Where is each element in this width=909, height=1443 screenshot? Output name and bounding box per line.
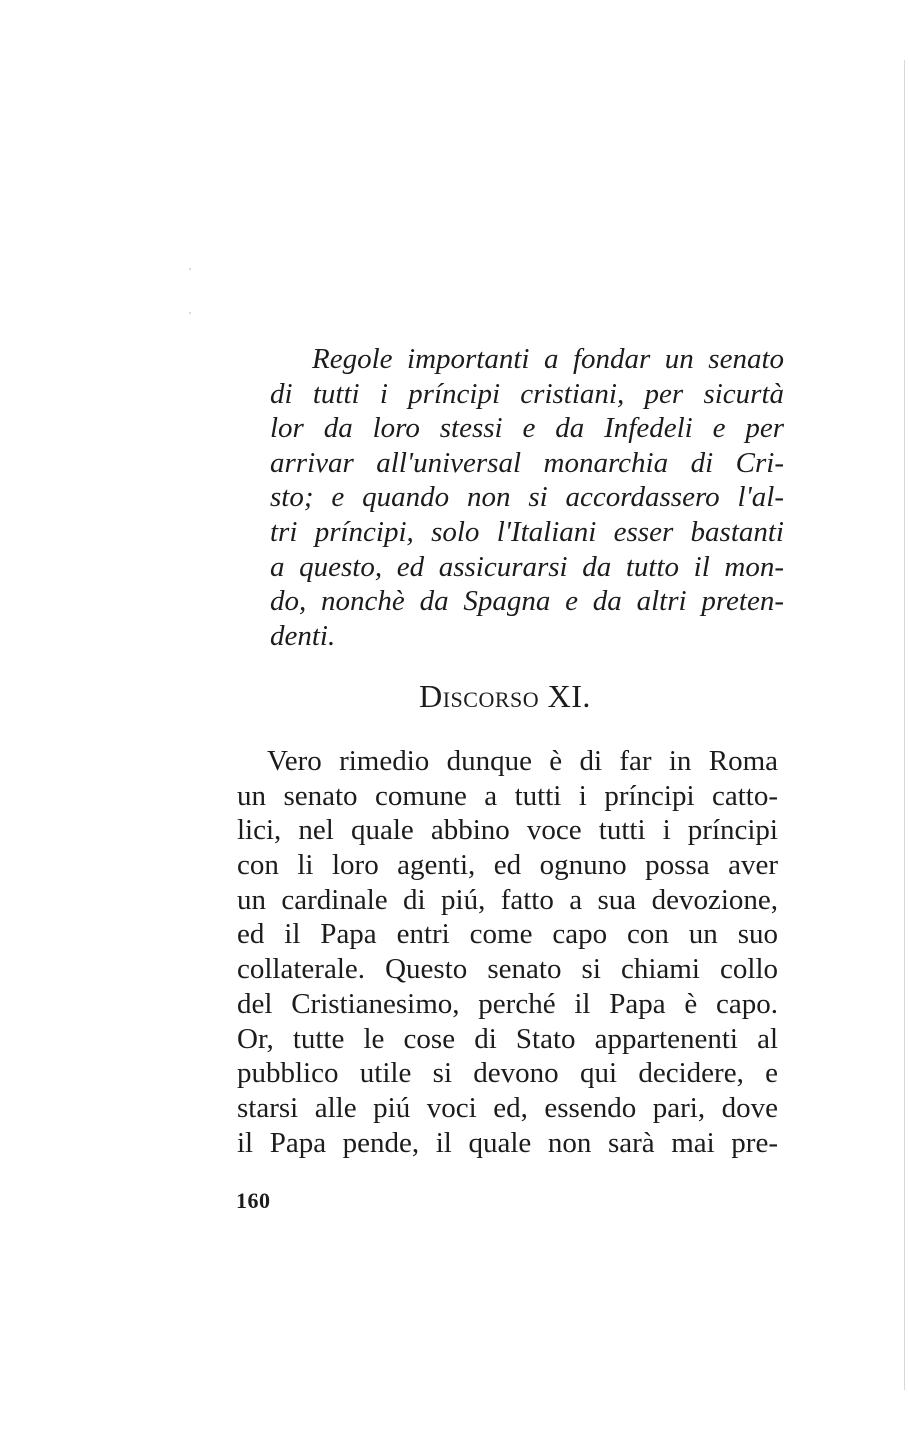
body-text: [237, 744, 778, 1160]
body-line: pubblico utile si devono qui decidere, e: [237, 1057, 778, 1090]
body-line: del Cristianesimo, perché il Papa è capo.: [237, 987, 778, 1020]
summary-line: tri príncipi, solo l'Italiani esser bastanti: [270, 515, 784, 548]
body-line: ed il Papa entri come capo con un suo: [237, 918, 778, 951]
body-line: Vero rimedio dunque è di far in Roma: [267, 745, 778, 777]
heading-numeral: XI.: [547, 678, 591, 714]
chapter-summary: [270, 342, 784, 653]
summary-line: denti.: [270, 619, 336, 652]
summary-line: di tutti i príncipi cristiani, per sicurtà: [270, 377, 784, 410]
page-number: 160: [236, 1188, 271, 1213]
body-line: il Papa pende, il quale non sarà mai pre-: [237, 1126, 778, 1159]
page-edge-shadow: [904, 60, 905, 1390]
summary-line: sto; e quando non si accordassero l'al-: [270, 481, 784, 514]
summary-line: arrivar all'universal monarchia di Cri-: [270, 446, 784, 479]
body-line: un cardinale di piú, fatto a sua devozione,: [237, 883, 778, 916]
summary-line: Regole importanti a fondar un senato: [312, 343, 784, 375]
body-line: con li loro agenti, ed ognuno possa aver: [237, 849, 778, 882]
summary-line: lor da loro stessi e da Infedeli e per: [270, 412, 784, 445]
body-line: lici, nel quale abbino voce tutti i príncipi: [237, 814, 778, 847]
body-line: starsi alle piú voci ed, essendo pari, dove: [237, 1091, 778, 1124]
scan-speck: [189, 268, 191, 270]
body-line: collaterale. Questo senato si chiami collo: [237, 953, 778, 986]
body-line: Or, tutte le cose di Stato appartenenti al: [237, 1022, 778, 1055]
heading-word: Discorso: [419, 678, 540, 714]
summary-line: a questo, ed assicurarsi da tutto il mon-: [270, 550, 784, 583]
body-line: un senato comune a tutti i príncipi catto-: [237, 779, 778, 812]
chapter-heading: [0, 678, 909, 715]
summary-line: do, nonchè da Spagna e da altri preten-: [270, 585, 784, 618]
scan-speck: [189, 312, 191, 314]
